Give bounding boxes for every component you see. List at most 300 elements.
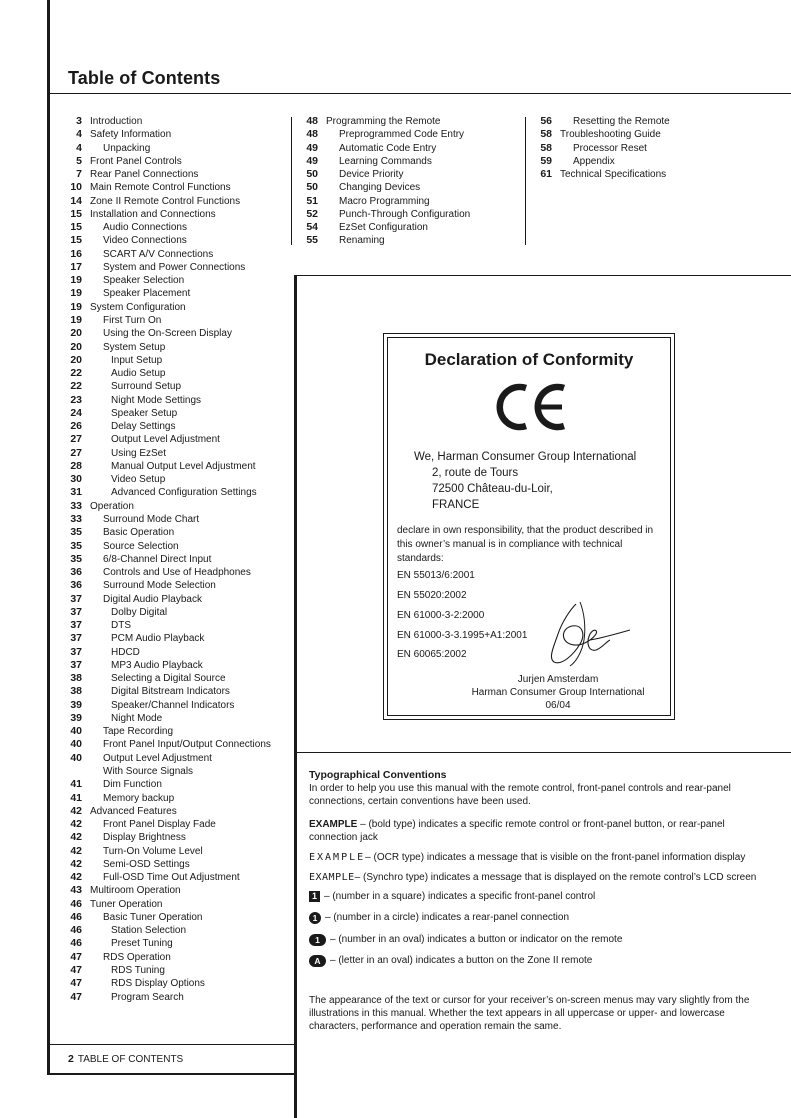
toc-page-number: 46 bbox=[70, 910, 82, 923]
oval-description: – (number in an oval) indicates a button or indicator on the remote bbox=[330, 934, 623, 945]
toc-page-number: 22 bbox=[70, 367, 82, 380]
toc-page-number: 19 bbox=[70, 274, 82, 287]
typographical-conventions-heading: Typographical Conventions bbox=[309, 769, 447, 781]
toc-entry-label: Basic Operation bbox=[103, 527, 175, 539]
closing-paragraph: The appearance of the text or cursor for your receiver’s on-screen menus may vary slightly from the illustrations in this manual. Whether the text appears in all uppercase or upper- and lowercase characters, performance and operation remain the same. bbox=[309, 995, 750, 1032]
toc-entry-label: Renaming bbox=[339, 235, 385, 247]
toc-column-3 bbox=[534, 115, 670, 181]
toc-entry bbox=[64, 540, 271, 553]
toc-page-number: 4 bbox=[76, 141, 82, 154]
toc-entry bbox=[64, 964, 271, 977]
address-company: We, Harman Consumer Group International bbox=[414, 451, 637, 463]
ocr-description: – (OCR type) indicates a message that is visible on the front-panel information display bbox=[365, 852, 746, 863]
toc-page-number: 40 bbox=[70, 751, 82, 764]
toc-entry bbox=[300, 155, 470, 168]
toc-column-1 bbox=[64, 115, 271, 1004]
toc-entry-label: Dolby Digital bbox=[111, 606, 168, 618]
toc-entry-label: Unpacking bbox=[103, 142, 151, 154]
toc-entry-label: Changing Devices bbox=[339, 182, 421, 194]
toc-entry-label: System Configuration bbox=[90, 301, 186, 313]
toc-entry-label: Programming the Remote bbox=[326, 116, 441, 127]
toc-entry bbox=[64, 712, 271, 725]
square-description: – (number in a square) indicates a specific front-panel control bbox=[324, 891, 596, 902]
toc-entry-label: Basic Tuner Operation bbox=[103, 911, 203, 923]
address-country: FRANCE bbox=[432, 499, 480, 511]
toc-entry-label: Zone II Remote Control Functions bbox=[90, 195, 241, 207]
toc-entry bbox=[64, 699, 271, 712]
toc-entry-label: Station Selection bbox=[111, 925, 187, 937]
toc-entry-label: Rear Panel Connections bbox=[90, 169, 199, 181]
toc-entry-label: Turn-On Volume Level bbox=[103, 845, 203, 857]
toc-entry-label: Input Setup bbox=[111, 354, 163, 366]
toc-entry-label: Speaker Selection bbox=[103, 275, 185, 287]
right-panel-mid-rule bbox=[294, 752, 791, 753]
toc-page-number: 49 bbox=[306, 154, 318, 167]
signer-name: Jurjen Amsterdam bbox=[517, 674, 599, 685]
toc-entry bbox=[64, 394, 271, 407]
declaration-date: 06/04 bbox=[545, 700, 571, 711]
toc-entry bbox=[64, 911, 271, 924]
bottom-rule bbox=[47, 1073, 297, 1075]
toc-entry-label: Speaker Setup bbox=[111, 407, 178, 419]
signer-company: Harman Consumer Group International bbox=[471, 687, 645, 698]
toc-entry-label: Front Panel Display Fade bbox=[103, 819, 216, 831]
toc-entry bbox=[64, 619, 271, 632]
toc-page-number: 46 bbox=[70, 897, 82, 910]
toc-page-number: 7 bbox=[76, 168, 82, 181]
toc-page-number: 38 bbox=[70, 685, 82, 698]
toc-entry bbox=[64, 327, 271, 340]
toc-page-number: 17 bbox=[70, 260, 82, 273]
synchro-description: – (Synchro type) indicates a message that is displayed on the remote control’s LCD screen bbox=[354, 872, 757, 883]
toc-entry bbox=[64, 433, 271, 446]
standard-item: EN 55013/6:2001 bbox=[397, 570, 475, 581]
toc-entry-label: Learning Commands bbox=[339, 155, 432, 167]
toc-page-number: 27 bbox=[70, 446, 82, 459]
toc-entry bbox=[64, 274, 271, 287]
toc-entry-label: Installation and Connections bbox=[90, 208, 216, 220]
toc-page-number: 47 bbox=[70, 964, 82, 976]
toc-entry-label: Semi-OSD Settings bbox=[103, 858, 190, 870]
toc-entry-label: Using EzSet bbox=[111, 447, 167, 459]
toc-entry-label: RDS Tuning bbox=[111, 965, 165, 976]
toc-page-number: 14 bbox=[70, 194, 82, 207]
toc-entry-label: Full-OSD Time Out Adjustment bbox=[103, 872, 240, 884]
toc-entry bbox=[64, 115, 271, 128]
toc-entry bbox=[64, 526, 271, 539]
toc-entry bbox=[64, 765, 271, 778]
toc-entry-label: Controls and Use of Headphones bbox=[103, 567, 251, 579]
toc-entry bbox=[64, 977, 271, 990]
toc-entry-label: PCM Audio Playback bbox=[111, 633, 205, 645]
toc-entry bbox=[64, 845, 271, 858]
toc-entry bbox=[64, 898, 271, 911]
toc-entry bbox=[534, 155, 670, 168]
convention-ocr bbox=[309, 851, 759, 864]
toc-page-number: 37 bbox=[70, 619, 82, 632]
declaration-statement: declare in own responsibility, that the product described in this owner’s manual is in compliance with technical standards: bbox=[397, 525, 654, 564]
toc-entry bbox=[64, 858, 271, 871]
toc-entry-label: EzSet Configuration bbox=[339, 222, 428, 234]
toc-page-number: 49 bbox=[306, 141, 318, 154]
toc-page-number: 40 bbox=[70, 725, 82, 738]
toc-entry-label: Manual Output Level Adjustment bbox=[111, 460, 256, 472]
toc-entry bbox=[64, 221, 271, 234]
footer-page-number: 2 bbox=[68, 1053, 74, 1065]
toc-entry bbox=[64, 460, 271, 473]
declaration-box bbox=[383, 333, 675, 720]
toc-entry bbox=[64, 234, 271, 247]
toc-entry-label: Tuner Operation bbox=[90, 898, 163, 910]
toc-page-number: 42 bbox=[70, 831, 82, 844]
toc-entry bbox=[64, 142, 271, 155]
toc-entry bbox=[64, 314, 271, 327]
toc-entry-label: Program Search bbox=[111, 991, 184, 1003]
toc-entry bbox=[300, 181, 470, 194]
toc-page-number: 23 bbox=[70, 393, 82, 406]
toc-entry-label: RDS Display Options bbox=[111, 978, 205, 990]
toc-entry bbox=[64, 155, 271, 168]
address-street: 2, route de Tours bbox=[432, 467, 519, 479]
toc-entry bbox=[64, 248, 271, 261]
toc-page-number: 39 bbox=[70, 711, 82, 724]
toc-entry-label: Automatic Code Entry bbox=[339, 142, 437, 154]
toc-page-number: 56 bbox=[540, 115, 552, 127]
toc-page-number: 26 bbox=[70, 420, 82, 433]
toc-column-divider-2 bbox=[291, 117, 292, 245]
number-square-icon: 1 bbox=[309, 891, 320, 902]
toc-entry bbox=[300, 234, 470, 247]
toc-entry bbox=[64, 579, 271, 592]
toc-entry bbox=[64, 937, 271, 950]
signer-block bbox=[458, 673, 658, 712]
address-city: 72500 Château-du-Loir, bbox=[432, 483, 553, 495]
toc-entry bbox=[64, 593, 271, 606]
toc-entry-label: Using the On-Screen Display bbox=[103, 328, 232, 340]
toc-entry bbox=[64, 884, 271, 897]
toc-page-number: 42 bbox=[70, 871, 82, 884]
toc-page-number: 16 bbox=[70, 247, 82, 260]
toc-entry-label: Surround Setup bbox=[111, 381, 182, 393]
toc-page-number: 51 bbox=[306, 194, 318, 207]
toc-page-number: 20 bbox=[70, 340, 82, 353]
toc-page-number: 39 bbox=[70, 698, 82, 711]
toc-entry bbox=[64, 831, 271, 844]
toc-entry bbox=[64, 685, 271, 698]
toc-page-number: 36 bbox=[70, 566, 82, 579]
toc-entry-label: Main Remote Control Functions bbox=[90, 182, 231, 194]
toc-page-number: 33 bbox=[70, 499, 82, 512]
declaration-inner-frame bbox=[387, 337, 671, 716]
toc-entry bbox=[64, 513, 271, 526]
toc-entry bbox=[64, 447, 271, 460]
toc-entry-label: Video Setup bbox=[111, 474, 166, 486]
toc-entry-label: Technical Specifications bbox=[560, 169, 667, 181]
convention-circle bbox=[309, 911, 759, 924]
toc-page-number: 61 bbox=[540, 168, 552, 181]
toc-page-number: 35 bbox=[70, 539, 82, 552]
toc-page-number: 37 bbox=[70, 605, 82, 618]
right-panel-top-rule bbox=[294, 275, 791, 276]
toc-page-number: 15 bbox=[70, 234, 82, 247]
toc-entry bbox=[64, 181, 271, 194]
toc-page-number: 55 bbox=[306, 234, 318, 247]
toc-entry bbox=[64, 168, 271, 181]
toc-entry-label: Troubleshooting Guide bbox=[560, 129, 661, 141]
toc-entry bbox=[64, 818, 271, 831]
toc-entry-label: Night Mode bbox=[111, 712, 163, 724]
toc-entry bbox=[64, 407, 271, 420]
toc-entry-label: Video Connections bbox=[103, 235, 187, 247]
letter-oval-icon: A bbox=[309, 955, 326, 967]
toc-entry bbox=[64, 991, 271, 1004]
toc-page-number: 43 bbox=[70, 884, 82, 897]
toc-entry bbox=[64, 553, 271, 566]
toc-entry bbox=[64, 341, 271, 354]
toc-entry bbox=[64, 924, 271, 937]
toc-page-number: 54 bbox=[306, 221, 318, 234]
toc-entry-label: Safety Information bbox=[90, 129, 172, 141]
toc-page-number: 27 bbox=[70, 433, 82, 446]
toc-entry-label: Advanced Configuration Settings bbox=[111, 487, 257, 499]
toc-entry-label: Speaker/Channel Indicators bbox=[111, 699, 235, 711]
toc-entry bbox=[64, 301, 271, 314]
toc-entry bbox=[64, 659, 271, 672]
toc-entry-label: MP3 Audio Playback bbox=[111, 659, 203, 671]
toc-entry-label: Front Panel Controls bbox=[90, 155, 182, 167]
toc-page-number: 41 bbox=[70, 778, 82, 791]
convention-oval bbox=[309, 933, 759, 946]
toc-entry bbox=[64, 871, 271, 884]
toc-entry-label: Delay Settings bbox=[111, 421, 176, 433]
toc-entry bbox=[64, 500, 271, 513]
toc-entry bbox=[534, 115, 670, 128]
toc-entry bbox=[64, 778, 271, 791]
toc-entry bbox=[64, 792, 271, 805]
circle-description: – (number in a circle) indicates a rear-panel connection bbox=[325, 912, 570, 923]
toc-page-number: 36 bbox=[70, 579, 82, 592]
convention-synchro bbox=[309, 871, 759, 884]
toc-entry bbox=[300, 128, 470, 141]
toc-entry bbox=[64, 672, 271, 685]
number-circle-icon: 1 bbox=[309, 912, 321, 924]
toc-entry bbox=[64, 752, 271, 765]
toc-entry bbox=[64, 420, 271, 433]
toc-page-number: 59 bbox=[540, 154, 552, 167]
toc-page-number: 46 bbox=[70, 924, 82, 937]
ce-mark-icon bbox=[492, 382, 568, 432]
toc-entry bbox=[534, 168, 670, 181]
toc-page-number: 50 bbox=[306, 168, 318, 181]
toc-page-number: 5 bbox=[76, 154, 82, 167]
toc-page-number bbox=[64, 765, 82, 778]
toc-page-number: 38 bbox=[70, 672, 82, 685]
toc-entry-label: Surround Mode Selection bbox=[103, 580, 216, 592]
toc-page-number: 46 bbox=[70, 937, 82, 950]
toc-entry bbox=[64, 646, 271, 659]
toc-entry bbox=[300, 115, 470, 128]
toc-entry bbox=[300, 142, 470, 155]
toc-page-number: 42 bbox=[70, 844, 82, 857]
toc-entry-label: Introduction bbox=[90, 116, 143, 127]
toc-entry-label: System and Power Connections bbox=[103, 261, 246, 273]
toc-page-number: 3 bbox=[76, 115, 82, 127]
toc-page-number: 19 bbox=[70, 287, 82, 300]
number-oval-icon: 1 bbox=[309, 934, 326, 946]
toc-entry-label: Resetting the Remote bbox=[573, 116, 670, 127]
toc-entry bbox=[64, 354, 271, 367]
toc-entry-label: Appendix bbox=[573, 155, 615, 167]
toc-page-number: 52 bbox=[306, 207, 318, 220]
standard-item: EN 61000-3-3.1995+A1:2001 bbox=[397, 630, 528, 641]
toc-entry-label: Display Brightness bbox=[103, 832, 186, 844]
left-margin-bar bbox=[47, 0, 50, 1075]
toc-entry-label: With Source Signals bbox=[103, 766, 194, 778]
toc-page-number: 50 bbox=[306, 181, 318, 194]
toc-page-number: 42 bbox=[70, 857, 82, 870]
convention-bold bbox=[309, 818, 759, 844]
footer-rule bbox=[47, 1044, 297, 1045]
center-divider-bar bbox=[294, 275, 297, 1118]
toc-entry-label: Device Priority bbox=[339, 169, 404, 181]
toc-entry-label: Processor Reset bbox=[573, 142, 647, 154]
toc-entry-label: Preprogrammed Code Entry bbox=[339, 129, 465, 141]
ocr-example: EXAMPLE bbox=[309, 852, 366, 863]
toc-entry bbox=[64, 951, 271, 964]
toc-entry-label: Advanced Features bbox=[90, 805, 177, 817]
toc-page-number: 47 bbox=[70, 977, 82, 990]
toc-page-number: 48 bbox=[306, 115, 318, 127]
toc-entry bbox=[64, 195, 271, 208]
toc-entry-label: Multiroom Operation bbox=[90, 885, 181, 897]
toc-page-number: 24 bbox=[70, 406, 82, 419]
toc-entry-label: Output Level Adjustment bbox=[111, 434, 220, 446]
toc-entry bbox=[64, 128, 271, 141]
toc-entry-label: First Turn On bbox=[103, 314, 162, 326]
toc-entry-label: Source Selection bbox=[103, 540, 179, 552]
toc-entry-label: Speaker Placement bbox=[103, 288, 191, 300]
toc-entry bbox=[64, 380, 271, 393]
toc-page-number: 30 bbox=[70, 473, 82, 486]
convention-letter-oval bbox=[309, 954, 759, 967]
toc-entry bbox=[64, 486, 271, 499]
toc-page-number: 28 bbox=[70, 459, 82, 472]
toc-page-number: 42 bbox=[70, 818, 82, 831]
toc-page-number: 22 bbox=[70, 380, 82, 393]
toc-column-divider-3 bbox=[525, 117, 526, 245]
toc-entry bbox=[64, 805, 271, 818]
toc-entry bbox=[300, 168, 470, 181]
declaration-title: Declaration of Conformity bbox=[424, 350, 634, 369]
toc-page-number: 10 bbox=[70, 181, 82, 194]
toc-entry-label: Output Level Adjustment bbox=[103, 752, 212, 764]
toc-page-number: 40 bbox=[70, 738, 82, 751]
toc-entry bbox=[64, 208, 271, 221]
toc-column-2 bbox=[300, 115, 470, 248]
toc-entry bbox=[64, 606, 271, 619]
toc-entry-label: DTS bbox=[111, 620, 131, 632]
toc-entry-label: Punch-Through Configuration bbox=[339, 208, 471, 220]
page-title: Table of Contents bbox=[68, 68, 221, 88]
toc-entry-label: Audio Setup bbox=[111, 368, 166, 380]
toc-entry bbox=[300, 221, 470, 234]
toc-entry bbox=[534, 142, 670, 155]
page-footer bbox=[68, 1053, 183, 1065]
toc-page-number: 37 bbox=[70, 632, 82, 645]
toc-page-number: 41 bbox=[70, 791, 82, 804]
letter-oval-description: – (letter in an oval) indicates a button on the Zone II remote bbox=[330, 955, 593, 966]
toc-entry bbox=[64, 725, 271, 738]
toc-entry-label: Front Panel Input/Output Connections bbox=[103, 739, 271, 751]
toc-page-number: 37 bbox=[70, 658, 82, 671]
toc-page-number: 47 bbox=[70, 950, 82, 963]
toc-entry bbox=[64, 473, 271, 486]
toc-page-number: 37 bbox=[70, 645, 82, 658]
toc-entry bbox=[64, 566, 271, 579]
toc-page-number: 19 bbox=[70, 313, 82, 326]
toc-entry-label: Preset Tuning bbox=[111, 938, 173, 950]
toc-entry-label: Operation bbox=[90, 500, 134, 512]
toc-page-number: 19 bbox=[70, 300, 82, 313]
toc-entry-label: Digital Bitstream Indicators bbox=[111, 686, 230, 698]
toc-page-number: 42 bbox=[70, 804, 82, 817]
toc-entry bbox=[534, 128, 670, 141]
convention-square bbox=[309, 890, 759, 903]
toc-page-number: 31 bbox=[70, 486, 82, 499]
toc-page-number: 15 bbox=[70, 207, 82, 220]
toc-entry-label: Surround Mode Chart bbox=[103, 513, 200, 525]
toc-page-number: 58 bbox=[540, 128, 552, 141]
toc-entry-label: Memory backup bbox=[103, 792, 175, 804]
toc-page-number: 20 bbox=[70, 353, 82, 366]
toc-entry-label: Digital Audio Playback bbox=[103, 593, 202, 605]
standard-item: EN 55020:2002 bbox=[397, 590, 467, 601]
toc-page-number: 4 bbox=[76, 128, 82, 141]
typographical-conventions-intro bbox=[309, 769, 759, 808]
toc-entry-label: Selecting a Digital Source bbox=[111, 673, 226, 685]
standard-item: EN 61000-3-2:2000 bbox=[397, 610, 485, 621]
standard-item: EN 60065:2002 bbox=[397, 649, 467, 660]
title-rule bbox=[47, 93, 791, 94]
toc-entry-label: Dim Function bbox=[103, 779, 162, 791]
toc-entry bbox=[64, 261, 271, 274]
toc-page-number: 58 bbox=[540, 141, 552, 154]
toc-entry bbox=[300, 195, 470, 208]
toc-entry-label: Audio Connections bbox=[103, 222, 187, 234]
toc-entry-label: SCART A/V Connections bbox=[103, 248, 214, 260]
declaration-address bbox=[414, 449, 636, 513]
bold-description: – (bold type) indicates a specific remote control or front-panel button, or rear-panel connection jack bbox=[309, 819, 725, 843]
toc-entry-label: Tape Recording bbox=[103, 726, 174, 738]
toc-entry bbox=[64, 367, 271, 380]
toc-entry-label: HDCD bbox=[111, 646, 140, 658]
toc-entry-label: Night Mode Settings bbox=[111, 394, 202, 406]
toc-entry-label: System Setup bbox=[103, 341, 166, 353]
footer-label: TABLE OF CONTENTS bbox=[77, 1054, 184, 1065]
toc-page-number: 15 bbox=[70, 221, 82, 234]
toc-entry-label: Macro Programming bbox=[339, 195, 430, 207]
toc-page-number: 35 bbox=[70, 526, 82, 539]
toc-page-number: 37 bbox=[70, 592, 82, 605]
toc-page-number: 20 bbox=[70, 327, 82, 340]
toc-page-number: 47 bbox=[70, 990, 82, 1003]
toc-page-number: 35 bbox=[70, 552, 82, 565]
toc-page-number: 48 bbox=[306, 128, 318, 141]
toc-entry bbox=[300, 208, 470, 221]
toc-entry-label: 6/8-Channel Direct Input bbox=[103, 553, 212, 565]
synchro-example: EXAMPLE bbox=[309, 872, 355, 883]
toc-entry-label: RDS Operation bbox=[103, 951, 171, 963]
